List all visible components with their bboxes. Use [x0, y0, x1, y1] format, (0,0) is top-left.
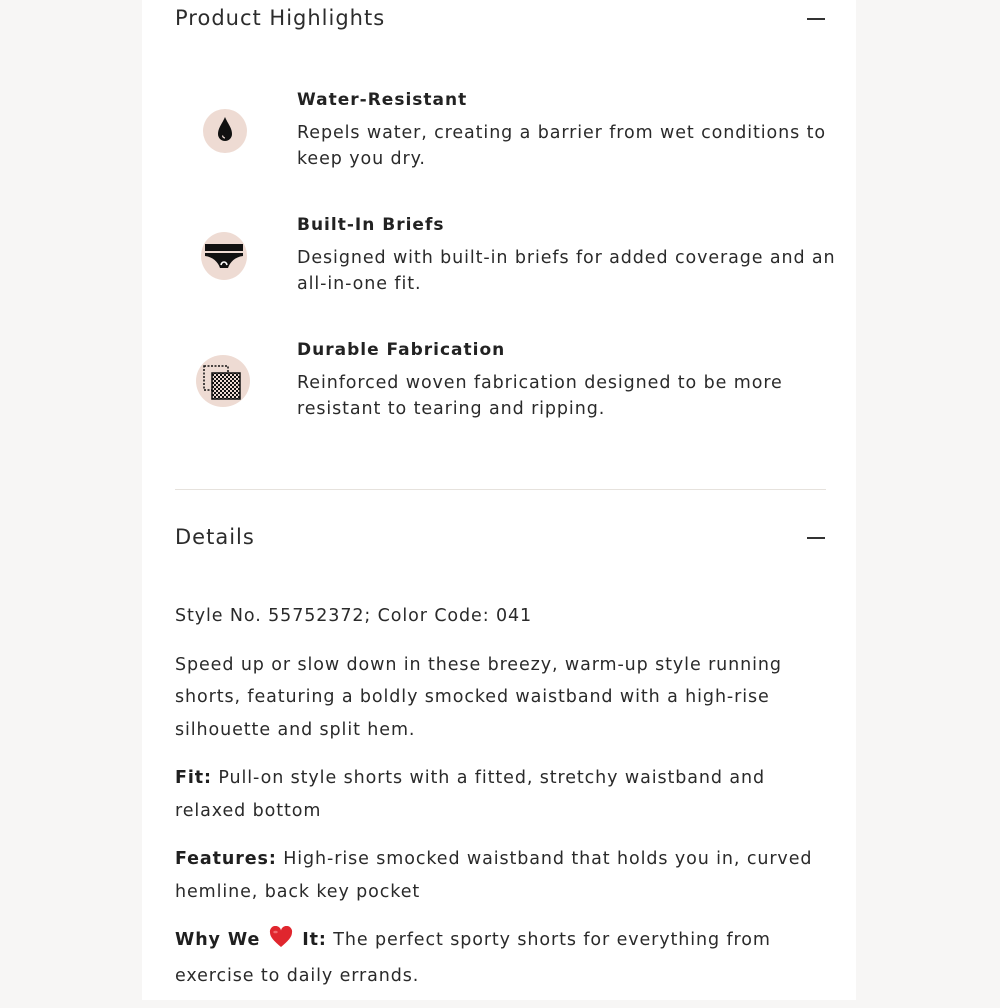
collapse-icon[interactable]: [806, 527, 826, 547]
features-label: Features:: [175, 849, 277, 869]
fit-label: Fit:: [175, 768, 212, 788]
features-detail: [175, 843, 827, 908]
highlight-item-water-resistant: [175, 90, 827, 180]
highlight-item-durable-fabrication: [175, 340, 827, 430]
details-body: [175, 600, 827, 1008]
features-text: High-rise smocked waistband that holds you in, curved hemline, back key pocket: [175, 849, 813, 902]
highlight-item-built-in-briefs: [175, 215, 836, 305]
highlight-description: Reinforced woven fabrication designed to be more resistant to tearing and ripping.: [297, 373, 783, 419]
woven-fabric-icon: [194, 352, 250, 408]
product-description: Speed up or slow down in these breezy, warm-up style running shorts, featuring a boldly smocked waistband with a high-rise silhouette and split hem.: [175, 654, 782, 740]
briefs-icon: [197, 229, 253, 285]
details-title: Details: [175, 525, 255, 549]
highlight-description: Designed with built-in briefs for added coverage and an all-in-one fit.: [297, 248, 836, 294]
details-header[interactable]: [175, 517, 827, 557]
style-number: Style No. 55752372; Color Code: 041: [175, 606, 533, 626]
product-highlights-title: Product Highlights: [175, 6, 386, 30]
fit-detail: [175, 762, 827, 827]
highlight-description: Repels water, creating a barrier from wet conditions to keep you dry.: [297, 123, 826, 169]
highlight-title: Water-Resistant: [297, 90, 468, 110]
why-text: The perfect sporty shorts for everything from exercise to daily errands.: [175, 930, 771, 986]
section-divider: [175, 489, 826, 490]
product-highlights-header[interactable]: [175, 0, 827, 38]
why-we-love-it-detail: [175, 924, 827, 992]
heart-icon: [269, 926, 293, 960]
fit-text: Pull-on style shorts with a fitted, stretchy waistband and relaxed bottom: [175, 768, 765, 821]
water-drop-icon: [197, 103, 253, 159]
highlight-title: Durable Fabrication: [297, 340, 506, 360]
why-label: Why We It:: [175, 930, 327, 950]
collapse-icon[interactable]: [806, 8, 826, 28]
highlight-title: Built-In Briefs: [297, 215, 445, 235]
